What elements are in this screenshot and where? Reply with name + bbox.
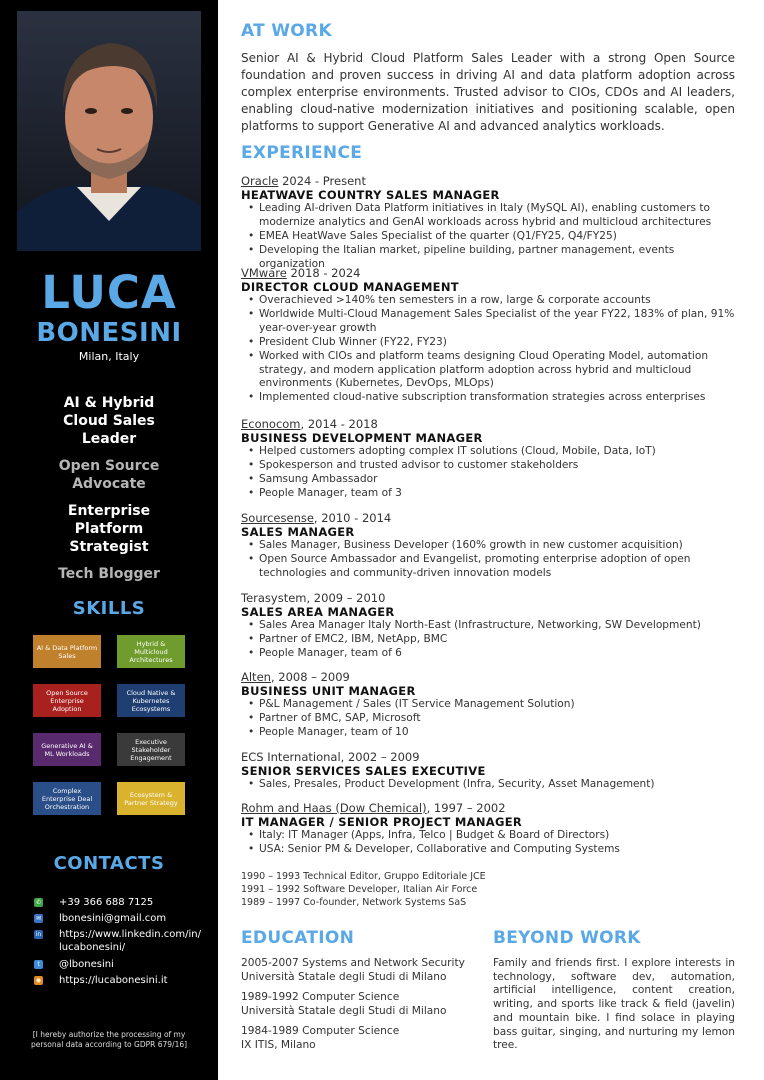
- email-address: lbonesini@gmail.com: [59, 913, 167, 924]
- job-bullet: • Developing the Italian market, pipeline building, partner management, events organization: [241, 244, 737, 272]
- education-degree: 1989-1992 Computer Science: [241, 991, 400, 1003]
- job-entry: [241, 750, 737, 792]
- job-company-line: [241, 670, 737, 684]
- job-title: IT MANAGER / SENIOR PROJECT MANAGER: [241, 815, 523, 829]
- job-period: 2024 - Present: [278, 174, 366, 188]
- job-bullet: • Worldwide Multi-Cloud Management Sales Specialist of the year FY22, 183% of plan, 91% year-over-year growth: [241, 308, 737, 336]
- beyond-work-heading: BEYOND WORK: [493, 928, 641, 948]
- job-bullet: • Helped customers adopting complex IT solutions (Cloud, Mobile, Data, IoT): [241, 445, 737, 459]
- education-item: [241, 1025, 399, 1052]
- job-period: , 2009 – 2010: [306, 591, 386, 605]
- skill-tile: Executive Stakeholder Engagement: [117, 733, 185, 766]
- sidebar: [0, 0, 218, 1080]
- early-career-item: 1991 – 1992 Software Developer, Italian Air Force: [241, 884, 478, 895]
- job-company-line: [241, 511, 737, 525]
- job-entry: [241, 670, 737, 740]
- education-school: Università Statale degli Studi di Milano: [241, 970, 447, 983]
- job-bullet: • USA: Senior PM & Developer, Collaborative and Computing Systems: [241, 843, 737, 857]
- education-degree: 2005-2007 Systems and Network Security: [241, 957, 465, 969]
- linkedin-url-line2: lucabonesini/: [59, 942, 126, 953]
- profile-photo: [17, 11, 201, 251]
- education-school: IX ITIS, Milano: [241, 1038, 316, 1051]
- skill-tile: Complex Enterprise Deal Orchestration: [33, 782, 101, 815]
- education-item: [241, 957, 465, 984]
- job-bullet: • Leading AI-driven Data Platform initiatives in Italy (MySQL AI), enabling customers to modernize analytics and GenAI workloads across hybrid and multicloud architectures: [241, 202, 737, 230]
- skill-tile: Hybrid & Multicloud Architectures: [117, 635, 185, 668]
- job-title: SALES AREA MANAGER: [241, 605, 395, 619]
- job-company-line: [241, 591, 737, 605]
- job-bullet: • Sales, Presales, Product Development (Infra, Security, Asset Management): [241, 778, 737, 792]
- job-bullet: • Implemented cloud-native subscription transformation strategies across enterprises: [241, 391, 737, 405]
- job-entry: [241, 417, 737, 501]
- contact-linkedin[interactable]: [34, 928, 201, 954]
- early-career-item: 1989 – 1997 Co-founder, Network Systems SaS: [241, 897, 467, 908]
- linkedin-icon: in: [35, 931, 42, 938]
- contact-twitter[interactable]: [34, 958, 114, 971]
- job-company: Terasystem: [241, 591, 307, 605]
- education-heading: EDUCATION: [241, 928, 355, 948]
- job-title: SALES MANAGER: [241, 525, 355, 539]
- job-bullet: • EMEA HeatWave Sales Specialist of the quarter (Q1/FY25, Q4/FY25): [241, 230, 737, 244]
- job-company: Oracle: [241, 174, 279, 188]
- role-title: Open Source Advocate: [58, 458, 160, 492]
- gdpr-note: [I hereby authorize the processing of my personal data according to GDPR 679/16]: [30, 1030, 188, 1049]
- skill-tile: Ecosystem & Partner Strategy: [117, 782, 185, 815]
- job-title: BUSINESS UNIT MANAGER: [241, 684, 416, 698]
- role-title: Tech Blogger: [58, 566, 160, 582]
- rss-icon: ◉: [35, 977, 42, 984]
- job-bullet: • Sales Manager, Business Developer (160% growth in new customer acquisition): [241, 539, 737, 553]
- phone-icon: ✆: [35, 899, 42, 906]
- job-bullet: • President Club Winner (FY22, FY23): [241, 336, 737, 350]
- contacts-heading: CONTACTS: [53, 853, 165, 874]
- education-degree: 1984-1989 Computer Science: [241, 1025, 400, 1037]
- job-title: DIRECTOR CLOUD MANAGEMENT: [241, 280, 459, 294]
- skill-tile: Cloud Native & Kubernetes Ecosystems: [117, 684, 185, 717]
- job-bullet: • Overachieved >140% ten semesters in a row, large & corporate accounts: [241, 294, 737, 308]
- job-company-line: [241, 174, 737, 188]
- job-company: ECS International: [241, 750, 341, 764]
- job-bullet: • People Manager, team of 3: [241, 487, 737, 501]
- job-company-line: [241, 417, 737, 431]
- role-title: Enterprise Platform Strategist: [67, 503, 151, 555]
- job-company-line: [241, 750, 737, 764]
- job-bullet: • Worked with CIOs and platform teams designing Cloud Operating Model, automation strategy, and modern application platform adoption across hybrid and multicloud environments (Kubernetes, DevOps, MLOps): [241, 350, 737, 392]
- first-name: LUCA: [41, 266, 177, 319]
- job-entry: [241, 511, 737, 581]
- job-bullet: • Sales Area Manager Italy North-East (Infrastructure, Networking, SW Development): [241, 619, 737, 633]
- job-period: 2018 - 2024: [286, 266, 361, 280]
- job-company-line: [241, 801, 737, 815]
- job-bullet: • People Manager, team of 6: [241, 647, 737, 661]
- job-bullet: • Open Source Ambassador and Evangelist, promoting enterprise adoption of open technologies and community-driven innovation models: [241, 553, 737, 581]
- job-period: , 2010 - 2014: [313, 511, 392, 525]
- job-title: HEATWAVE COUNTRY SALES MANAGER: [241, 188, 500, 202]
- early-career-item: 1990 – 1993 Technical Editor, Gruppo Editoriale JCE: [241, 871, 486, 882]
- job-bullet: • Samsung Ambassador: [241, 473, 737, 487]
- job-period: , 2002 – 2009: [340, 750, 420, 764]
- job-period: , 1997 – 2002: [426, 801, 506, 815]
- skills-heading: SKILLS: [72, 598, 146, 619]
- job-bullet: • People Manager, team of 10: [241, 726, 737, 740]
- role-title: AI & Hybrid Cloud Sales Leader: [63, 395, 155, 447]
- beyond-work-text: Family and friends first. I explore interests in technology, software dev, automation, artificial intelligence, content creation, writing, and sports like track & field (javelin) and mountain bike. I find solace in playing bass guitar, singing, and nurturing my lemon tree.: [493, 957, 735, 1052]
- twitter-handle: @lbonesini: [59, 959, 114, 970]
- job-title: BUSINESS DEVELOPMENT MANAGER: [241, 431, 483, 445]
- phone-number: +39 366 688 7125: [59, 897, 154, 908]
- job-period: , 2014 - 2018: [300, 417, 378, 431]
- linkedin-url-line1: https://www.linkedin.com/in/: [59, 929, 201, 940]
- at-work-heading: AT WORK: [241, 21, 332, 41]
- job-bullet: • Partner of EMC2, IBM, NetApp, BMC: [241, 633, 737, 647]
- job-entry: [241, 591, 737, 661]
- skill-tile: AI & Data Platform Sales: [33, 635, 101, 668]
- job-bullet: • P&L Management / Sales (IT Service Management Solution): [241, 698, 737, 712]
- education-item: [241, 991, 446, 1018]
- at-work-summary: Senior AI & Hybrid Cloud Platform Sales Leader with a strong Open Source foundation and proven success in driving AI and data platform adoption across complex enterprise environments. Trusted advisor to CIOs, CDOs and AI leaders, enabling cloud-native modernization initiatives and positioning scalable, open platforms to support Generative AI and advanced analytics workloads.: [241, 51, 735, 133]
- twitter-icon: t: [34, 960, 43, 969]
- job-title: SENIOR SERVICES SALES EXECUTIVE: [241, 764, 486, 778]
- job-entry: [241, 174, 737, 272]
- education-school: Università Statale degli Studi di Milano: [241, 1004, 447, 1017]
- job-entry: [241, 266, 737, 405]
- job-entry: [241, 801, 737, 857]
- job-period: , 2008 – 2009: [270, 670, 350, 684]
- job-bullet: • Spokesperson and trusted advisor to customer stakeholders: [241, 459, 737, 473]
- contact-email[interactable]: [34, 912, 166, 925]
- skill-tile: Generative AI & ML Workloads: [33, 733, 101, 766]
- contact-website[interactable]: [34, 974, 168, 987]
- website-url: https://lucabonesini.it: [59, 975, 168, 986]
- location: Milan, Italy: [78, 350, 140, 363]
- experience-heading: EXPERIENCE: [241, 143, 363, 163]
- last-name: BONESINI: [36, 318, 182, 348]
- job-company: Rohm and Haas (Dow Chemical): [241, 801, 427, 815]
- job-company: VMware: [241, 266, 287, 280]
- job-bullet: • Italy: IT Manager (Apps, Infra, Telco | Budget & Board of Directors): [241, 829, 737, 843]
- job-company-line: [241, 266, 737, 280]
- job-company: Alten: [241, 670, 271, 684]
- early-career: [241, 870, 486, 909]
- email-icon: ✉: [35, 915, 42, 922]
- roles-list: [0, 394, 218, 592]
- contact-phone[interactable]: [34, 896, 153, 909]
- job-company: Econocom: [241, 417, 301, 431]
- skill-tile: Open Source Enterprise Adoption: [33, 684, 101, 717]
- job-bullet: • Partner of BMC, SAP, Microsoft: [241, 712, 737, 726]
- job-company: Sourcesense: [241, 511, 314, 525]
